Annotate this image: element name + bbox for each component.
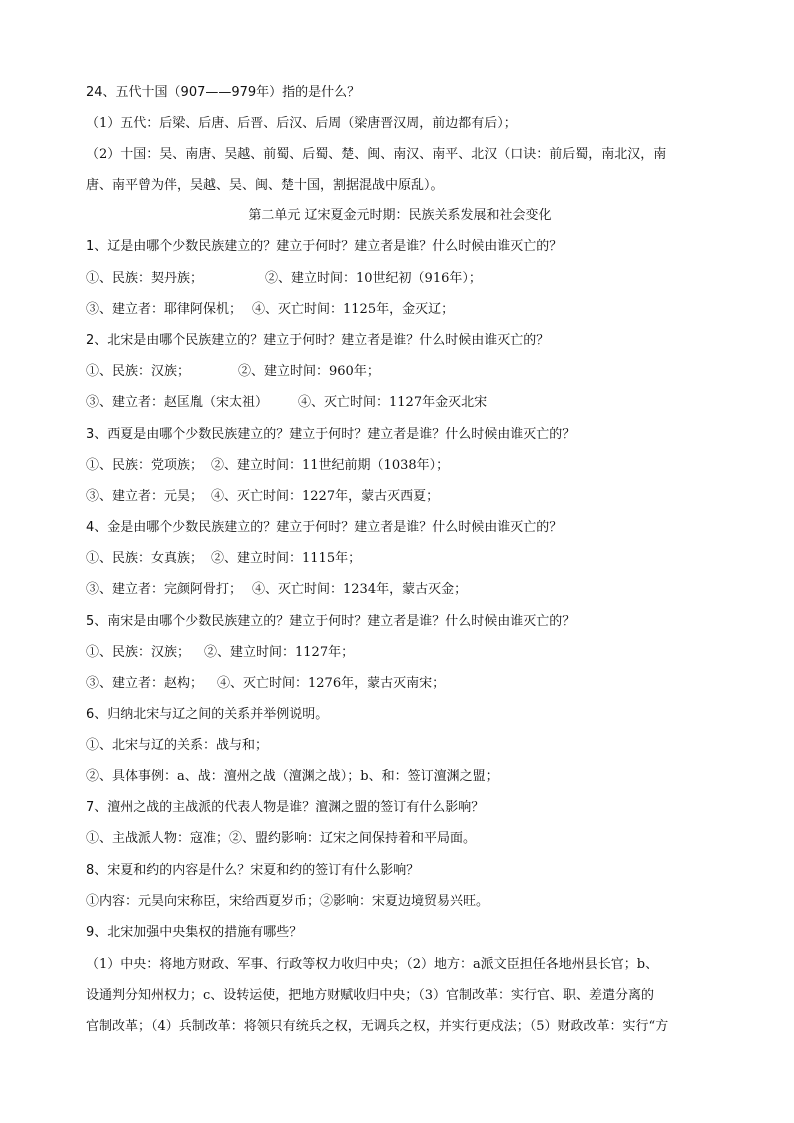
answer-line: ②、具体事例：a、战：澶州之战（澶渊之战）；b、和：签订澶渊之盟； bbox=[86, 769, 499, 784]
answer-line bbox=[86, 675, 714, 693]
answer-part: ④、灭亡时间：1276年，蒙古灭南宋； bbox=[217, 676, 446, 691]
question-1: 1、辽是由哪个少数民族建立的？建立于何时？建立者是谁？什么时候由谁灭亡的？ bbox=[86, 239, 563, 254]
answer-part: ②、建立时间：960年； bbox=[238, 364, 380, 379]
answer-line bbox=[86, 270, 714, 288]
answer-line: （1）五代：后梁、后唐、后晋、后汉、后周（梁唐晋汉周，前边都有后）； bbox=[86, 116, 517, 131]
answer-line: ①内容：元昊向宋称臣，宋给西夏岁币；②影响：宋夏边境贸易兴旺。 bbox=[86, 894, 490, 909]
answer-line bbox=[86, 394, 714, 412]
question-9: 9、北宋加强中央集权的措施有哪些？ bbox=[86, 925, 303, 940]
answer-part: ①、民族：契丹族； bbox=[86, 271, 204, 286]
answer-line bbox=[86, 457, 714, 475]
answer-part: ①、民族：汉族； bbox=[86, 364, 191, 379]
answer-line bbox=[86, 550, 714, 568]
unit-title: 第二单元 辽宋夏金元时期：民族关系发展和社会变化 bbox=[248, 208, 552, 223]
answer-part: ③、建立者：元昊； bbox=[86, 489, 204, 504]
question-3: 3、西夏是由哪个少数民族建立的？建立于何时？建立者是谁？什么时候由谁灭亡的？ bbox=[86, 427, 576, 442]
answer-line: （1）中央：将地方财政、军事、行政等权力收归中央；（2）地方：a派文臣担任各地州县长官；b、 bbox=[86, 957, 659, 972]
answer-line bbox=[86, 301, 714, 319]
answer-line bbox=[86, 644, 714, 662]
answer-line bbox=[86, 581, 714, 599]
answer-line: 官制改革；（4）兵制改革：将领只有统兵之权，无调兵之权，并实行更戍法；（5）财政改革：实行“方 bbox=[86, 1019, 669, 1034]
question-8: 8、宋夏和约的内容是什么？宋夏和约的签订有什么影响？ bbox=[86, 863, 420, 878]
answer-part: ②、建立时间：1127年； bbox=[204, 645, 355, 660]
answer-line bbox=[86, 363, 714, 381]
answer-part: ④、灭亡时间：1127年金灭北宋 bbox=[298, 395, 488, 410]
answer-part: ②、建立时间：11世纪前期（1038年）； bbox=[211, 458, 450, 473]
answer-part: ②、建立时间：1115年； bbox=[211, 551, 362, 566]
answer-part: ①、民族：汉族； bbox=[86, 645, 191, 660]
answer-part: ④、灭亡时间：1125年，金灭辽； bbox=[252, 302, 455, 317]
answer-part: ④、灭亡时间：1227年，蒙古灭西夏； bbox=[211, 489, 440, 504]
answer-part: ④、灭亡时间：1234年，蒙古灭金； bbox=[252, 582, 468, 597]
answer-line: 唐、南平曾为伴，吴越、吴、闽、楚十国，割据混战中原乱）。 bbox=[86, 178, 444, 193]
answer-line bbox=[86, 488, 714, 506]
question-24: 24、五代十国（907——979年）指的是什么？ bbox=[86, 85, 361, 100]
answer-part: ①、民族：女真族； bbox=[86, 551, 204, 566]
answer-part: ③、建立者：赵构； bbox=[86, 676, 204, 691]
question-7: 7、澶州之战的主战派的代表人物是谁？澶渊之盟的签订有什么影响？ bbox=[86, 800, 485, 815]
answer-line: 设通判分知州权力；c、设转运使，把地方财赋收归中央；（3）官制改革：实行官、职、差遣分离的 bbox=[86, 988, 655, 1003]
question-4: 4、金是由哪个少数民族建立的？建立于何时？建立者是谁？什么时候由谁灭亡的？ bbox=[86, 520, 563, 535]
answer-line: ①、主战派人物：寇准；②、盟约影响：辽宋之间保持着和平局面。 bbox=[86, 831, 477, 846]
question-6: 6、归纳北宋与辽之间的关系并举例说明。 bbox=[86, 707, 329, 722]
question-5: 5、南宋是由哪个少数民族建立的？建立于何时？建立者是谁？什么时候由谁灭亡的？ bbox=[86, 614, 576, 629]
answer-part: ③、建立者：赵匡胤（宋太祖） bbox=[86, 395, 269, 410]
answer-part: ③、建立者：完颜阿骨打； bbox=[86, 582, 243, 597]
answer-part: ②、建立时间：10世纪初（916年）； bbox=[265, 271, 482, 286]
answer-part: ③、建立者：耶律阿保机； bbox=[86, 302, 243, 317]
answer-line: （2）十国：吴、南唐、吴越、前蜀、后蜀、楚、闽、南汉、南平、北汉（口诀：前后蜀，南北汉，南 bbox=[86, 147, 667, 162]
answer-line: ①、北宋与辽的关系：战与和； bbox=[86, 738, 269, 753]
question-2: 2、北宋是由哪个民族建立的？建立于何时？建立者是谁？什么时候由谁灭亡的？ bbox=[86, 333, 550, 348]
answer-part: ①、民族：党项族； bbox=[86, 458, 204, 473]
